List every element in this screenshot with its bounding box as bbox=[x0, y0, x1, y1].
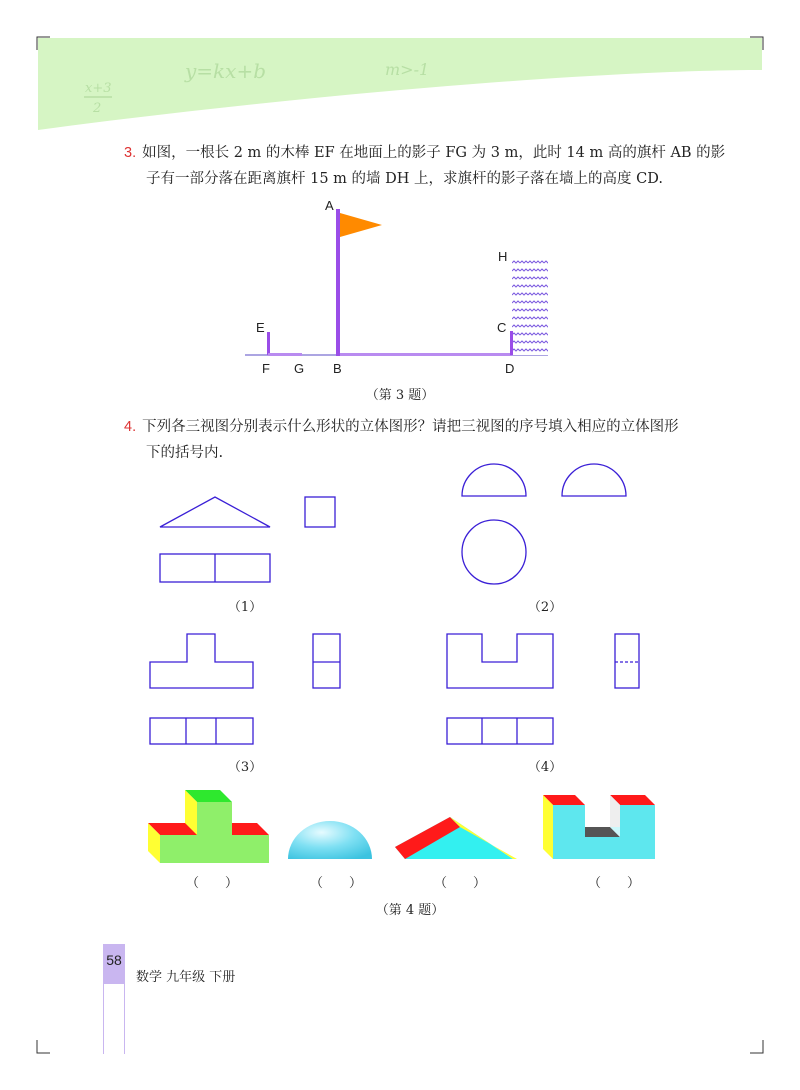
solid-hemisphere bbox=[288, 821, 372, 859]
solid-t-block bbox=[148, 790, 269, 863]
three-views-1 bbox=[150, 490, 350, 590]
solids-row bbox=[145, 785, 665, 870]
problem-3-text-1: 如图，一根长 2 m 的木棒 EF 在地面上的影子 FG 为 3 m，此时 14 m 高的旗杆 AB 的影 bbox=[142, 145, 726, 161]
problem-4-line-1 bbox=[124, 414, 679, 440]
margin-rule-right bbox=[124, 984, 125, 1054]
label-c: C bbox=[497, 320, 507, 335]
problem-3-number: 3. bbox=[124, 145, 137, 161]
figure-3-caption: （第 3 题） bbox=[365, 388, 435, 403]
three-views-3 bbox=[145, 630, 355, 750]
problem-4-number: 4. bbox=[124, 419, 137, 435]
view-label-2: （2） bbox=[527, 600, 563, 615]
shadow-cd bbox=[510, 331, 513, 355]
crop-mark-bottom-right bbox=[750, 1040, 764, 1054]
solid-1-answer: （ ） bbox=[186, 876, 239, 891]
solid-2-answer: （ ） bbox=[310, 876, 363, 891]
formula-fraction-bottom: 2 bbox=[93, 101, 102, 116]
stick-ef bbox=[267, 332, 270, 355]
crop-mark-bottom-left bbox=[36, 1040, 50, 1054]
crop-mark-top-left bbox=[36, 36, 50, 50]
flag bbox=[340, 213, 382, 237]
flagpole-ab bbox=[336, 209, 340, 356]
problem-3-line-2: 子有一部分落在距离旗杆 15 m 的墙 DH 上，求旗杆的影子落在墙上的高度 CD. bbox=[146, 171, 663, 187]
three-views-4 bbox=[440, 630, 650, 750]
problem-3-line-1 bbox=[124, 140, 725, 166]
shadow-bd bbox=[340, 353, 512, 356]
solid-u-block bbox=[543, 795, 655, 859]
page-number: 58 bbox=[106, 952, 122, 968]
problem-4-line-2: 下的括号内. bbox=[146, 445, 224, 461]
label-e: E bbox=[256, 320, 265, 335]
label-a: A bbox=[325, 198, 334, 213]
view-label-3: （3） bbox=[227, 760, 263, 775]
label-h: H bbox=[498, 249, 508, 264]
view-label-4: （4） bbox=[527, 760, 563, 775]
label-g: G bbox=[294, 361, 305, 376]
shadow-fg bbox=[268, 353, 302, 356]
margin-rule-left bbox=[103, 984, 104, 1054]
label-d: D bbox=[505, 361, 515, 376]
wall-dh bbox=[512, 257, 548, 355]
label-f: F bbox=[262, 361, 270, 376]
figure-3-flagpole bbox=[240, 195, 560, 380]
solid-wedge bbox=[395, 817, 517, 859]
solid-3-answer: （ ） bbox=[434, 876, 487, 891]
formula-fraction-top: x+3 bbox=[85, 81, 112, 96]
problem-4-text-1: 下列各三视图分别表示什么形状的立体图形？请把三视图的序号填入相应的立体图形 bbox=[142, 419, 679, 435]
solid-4-answer: （ ） bbox=[588, 876, 641, 891]
figure-4-caption: （第 4 题） bbox=[375, 903, 445, 918]
formula-linear: y=kx+b bbox=[185, 59, 267, 83]
header-decoration bbox=[0, 0, 800, 140]
formula-inequality: m>-1 bbox=[385, 60, 430, 79]
book-title: 数学 九年级 下册 bbox=[136, 970, 236, 985]
view-label-1: （1） bbox=[227, 600, 263, 615]
three-views-2 bbox=[455, 456, 635, 591]
label-b: B bbox=[333, 361, 342, 376]
crop-mark-top-right bbox=[750, 36, 764, 50]
